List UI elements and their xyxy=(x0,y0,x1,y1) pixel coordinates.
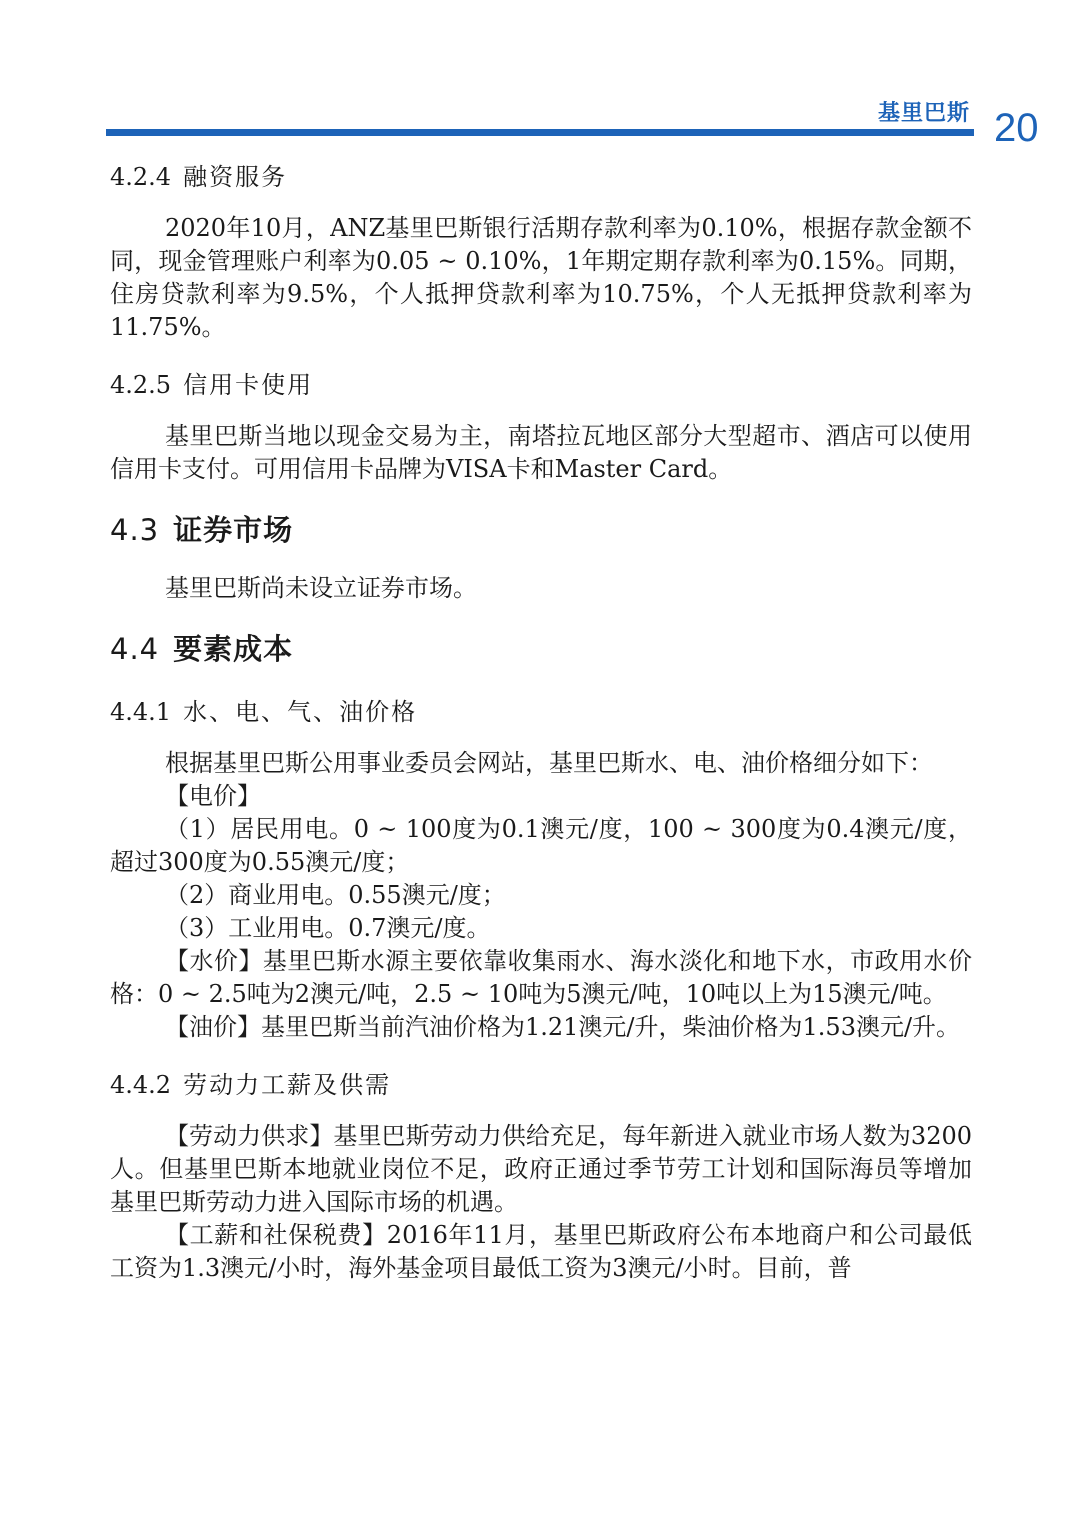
heading-number: 4.2.4 xyxy=(110,163,172,191)
electricity-item-industrial: （3）工业用电。0.7澳元/度。 xyxy=(165,914,491,942)
paragraph-credit-card: 基里巴斯当地以现金交易为主，南塔拉瓦地区部分大型超市、酒店可以使用信用卡支付。可用信用卡品牌为VISA卡和Master Card。 xyxy=(110,422,972,483)
heading-number: 4.2.5 xyxy=(110,371,172,399)
heading-number: 4.4.1 xyxy=(110,698,172,726)
heading-4-4 xyxy=(110,627,972,671)
heading-4-4-2 xyxy=(110,1064,972,1106)
heading-title: 劳动力工薪及供需 xyxy=(183,1071,392,1099)
heading-title: 要素成本 xyxy=(173,632,294,666)
heading-title: 证券市场 xyxy=(173,513,294,547)
heading-number: 4.3 xyxy=(110,513,160,547)
running-title: 基里巴斯 xyxy=(877,101,970,126)
paragraph-wages: 【工薪和社保税费】2016年11月，基里巴斯政府公布本地商户和公司最低工资为1.3澳元/小时，海外基金项目最低工资为3澳元/小时。目前，普 xyxy=(110,1221,972,1282)
heading-4-3 xyxy=(110,508,972,552)
heading-title: 水、电、气、油价格 xyxy=(183,698,418,726)
heading-4-2-5 xyxy=(110,364,972,406)
paragraph-oil-price: 【油价】基里巴斯当前汽油价格为1.21澳元/升，柴油价格为1.53澳元/升。 xyxy=(165,1013,961,1041)
paragraph-securities: 基里巴斯尚未设立证券市场。 xyxy=(165,574,477,602)
page-body xyxy=(110,156,972,1285)
paragraph-water-price: 【水价】基里巴斯水源主要依靠收集雨水、海水淡化和地下水，市政用水价格：0 ~ 2.5吨为2澳元/吨，2.5 ~ 10吨为5澳元/吨，10吨以上为15澳元/吨。 xyxy=(110,947,972,1008)
paragraph-financing: 2020年10月，ANZ基里巴斯银行活期存款利率为0.10%，根据存款金额不同，现金管理账户利率为0.05 ~ 0.10%，1年期定期存款利率为0.15%。同期，住房贷款利率为9.5%，个人抵押贷款利率为10.75%，个人无抵押贷款利率为11.75%。 xyxy=(110,214,972,341)
heading-number: 4.4.2 xyxy=(110,1071,172,1099)
heading-title: 信用卡使用 xyxy=(183,371,314,399)
electricity-item-residential: （1）居民用电。0 ~ 100度为0.1澳元/度，100 ~ 300度为0.4澳元/度，超过300度为0.55澳元/度； xyxy=(110,815,972,876)
heading-4-4-1 xyxy=(110,691,972,733)
header-rule xyxy=(106,129,974,136)
electricity-item-commercial: （2）商业用电。0.55澳元/度； xyxy=(165,881,506,909)
heading-4-2-4 xyxy=(110,156,972,198)
paragraph-utilities-intro: 根据基里巴斯公用事业委员会网站，基里巴斯水、电、油价格细分如下： xyxy=(165,749,933,777)
heading-title: 融资服务 xyxy=(183,163,288,191)
heading-number: 4.4 xyxy=(110,632,160,666)
paragraph-labor-supply: 【劳动力供求】基里巴斯劳动力供给充足，每年新进入就业市场人数为3200人。但基里巴斯本地就业岗位不足，政府正通过季节劳工计划和国际海员等增加基里巴斯劳动力进入国际市场的机遇。 xyxy=(110,1122,972,1216)
page-number: 20 xyxy=(994,106,1039,150)
label-electricity-price: 【电价】 xyxy=(165,782,261,810)
